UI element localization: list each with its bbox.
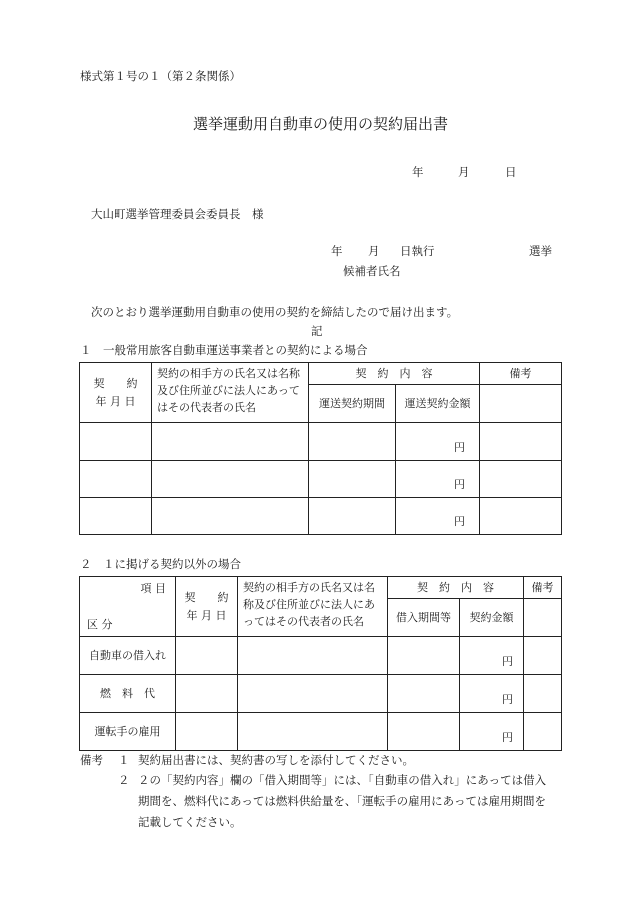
page-title: 選挙運動用自動車の使用の契約届出書	[193, 115, 449, 133]
header-transport-amount: 運送契約金額	[396, 385, 480, 423]
category-label: 区 分	[87, 617, 113, 631]
header-party: 契約の相手方の氏名又は名 称及び住所並びに法人にあ ってはその代表者の氏名	[238, 577, 388, 637]
note2-line1: ２の「契約内容」欄の「借入期間等」には、「自動車の借入れ」にあっては借入	[138, 773, 547, 787]
contract-table-1	[79, 362, 562, 535]
amount-cell: 円	[460, 675, 524, 713]
note2-line2: 期間を、燃料代にあっては燃料供給量を、「運転手の雇用にあっては雇用期間を	[138, 794, 547, 808]
addressee: 大山町選挙管理委員会委員長 様	[91, 207, 264, 221]
note2-line3: 記載してください。	[138, 815, 242, 829]
election-day-exec: 日執行	[400, 244, 435, 258]
date-cell	[176, 637, 238, 675]
amount-cell: 円	[396, 461, 480, 498]
table-row	[80, 713, 562, 751]
election-year: 年	[331, 244, 343, 258]
date-cell	[80, 423, 152, 461]
note1-number: １	[118, 753, 130, 767]
row-label: 運転手の雇用	[80, 713, 176, 751]
amount-cell: 円	[396, 498, 480, 535]
header-contract-amount: 契約金額	[460, 599, 524, 637]
amount-cell: 円	[460, 713, 524, 751]
row-label: 燃 料 代	[80, 675, 176, 713]
remarks-cell	[480, 385, 562, 423]
period-cell	[309, 498, 396, 535]
party-cell	[238, 713, 388, 751]
party-cell	[238, 637, 388, 675]
section2-heading: ２ １に掲げる契約以外の場合	[80, 557, 241, 571]
remarks-cell	[524, 713, 562, 751]
header-party: 契約の相手方の氏名又は名称 及び住所並びに法人にあって はその代表者の氏名	[152, 363, 309, 423]
table-row	[80, 461, 562, 498]
date-year: 年	[412, 165, 424, 179]
amount-cell: 円	[460, 637, 524, 675]
remarks-cell	[524, 599, 562, 637]
form-number: 様式第１号の１（第２条関係）	[80, 69, 241, 83]
ki-mark: 記	[311, 324, 323, 338]
date-cell	[80, 498, 152, 535]
header-remarks: 備考	[524, 577, 562, 599]
table-row	[80, 498, 562, 535]
remarks-cell	[524, 637, 562, 675]
period-cell	[309, 423, 396, 461]
item-label: 項 目	[140, 582, 166, 595]
header-contract-date: 契 約 年 月 日	[176, 577, 238, 637]
party-cell	[152, 423, 309, 461]
period-cell	[388, 713, 460, 751]
intro-text: 次のとおり選挙運動用自動車の使用の契約を締結したので届け出ます。	[91, 305, 459, 319]
contract-table-2	[79, 576, 562, 751]
remarks-cell	[524, 675, 562, 713]
date-cell	[80, 461, 152, 498]
note2-number: ２	[118, 773, 130, 787]
section1-heading: １ 一般常用旅客自動車運送事業者との契約による場合	[80, 343, 368, 357]
date-day: 日	[505, 165, 517, 179]
period-cell	[388, 675, 460, 713]
header-contract-content: 契 約 内 容	[388, 577, 524, 599]
election-month: 月	[368, 244, 380, 258]
party-cell	[152, 461, 309, 498]
header-transport-period: 運送契約期間	[309, 385, 396, 423]
period-cell	[309, 461, 396, 498]
remarks-cell	[480, 461, 562, 498]
date-month: 月	[458, 165, 470, 179]
notes-label: 備考	[80, 753, 103, 767]
header-item-category	[80, 577, 176, 637]
header-contract-content: 契 約 内 容	[309, 363, 480, 385]
candidate-label: 候補者氏名	[343, 264, 401, 278]
header-remarks: 備考	[480, 363, 562, 385]
date-cell	[176, 713, 238, 751]
remarks-cell	[480, 423, 562, 461]
remarks-cell	[480, 498, 562, 535]
row-label: 自動車の借入れ	[80, 637, 176, 675]
table-row	[80, 637, 562, 675]
date-cell	[176, 675, 238, 713]
table-row	[80, 423, 562, 461]
period-cell	[388, 637, 460, 675]
amount-cell: 円	[396, 423, 480, 461]
party-cell	[238, 675, 388, 713]
note1-text: 契約届出書には、契約書の写しを添付してください。	[138, 753, 414, 767]
election-label: 選挙	[529, 244, 552, 258]
header-contract-date: 契 約 年 月 日	[80, 363, 152, 423]
header-lease-period: 借入期間等	[388, 599, 460, 637]
table-row	[80, 675, 562, 713]
party-cell	[152, 498, 309, 535]
